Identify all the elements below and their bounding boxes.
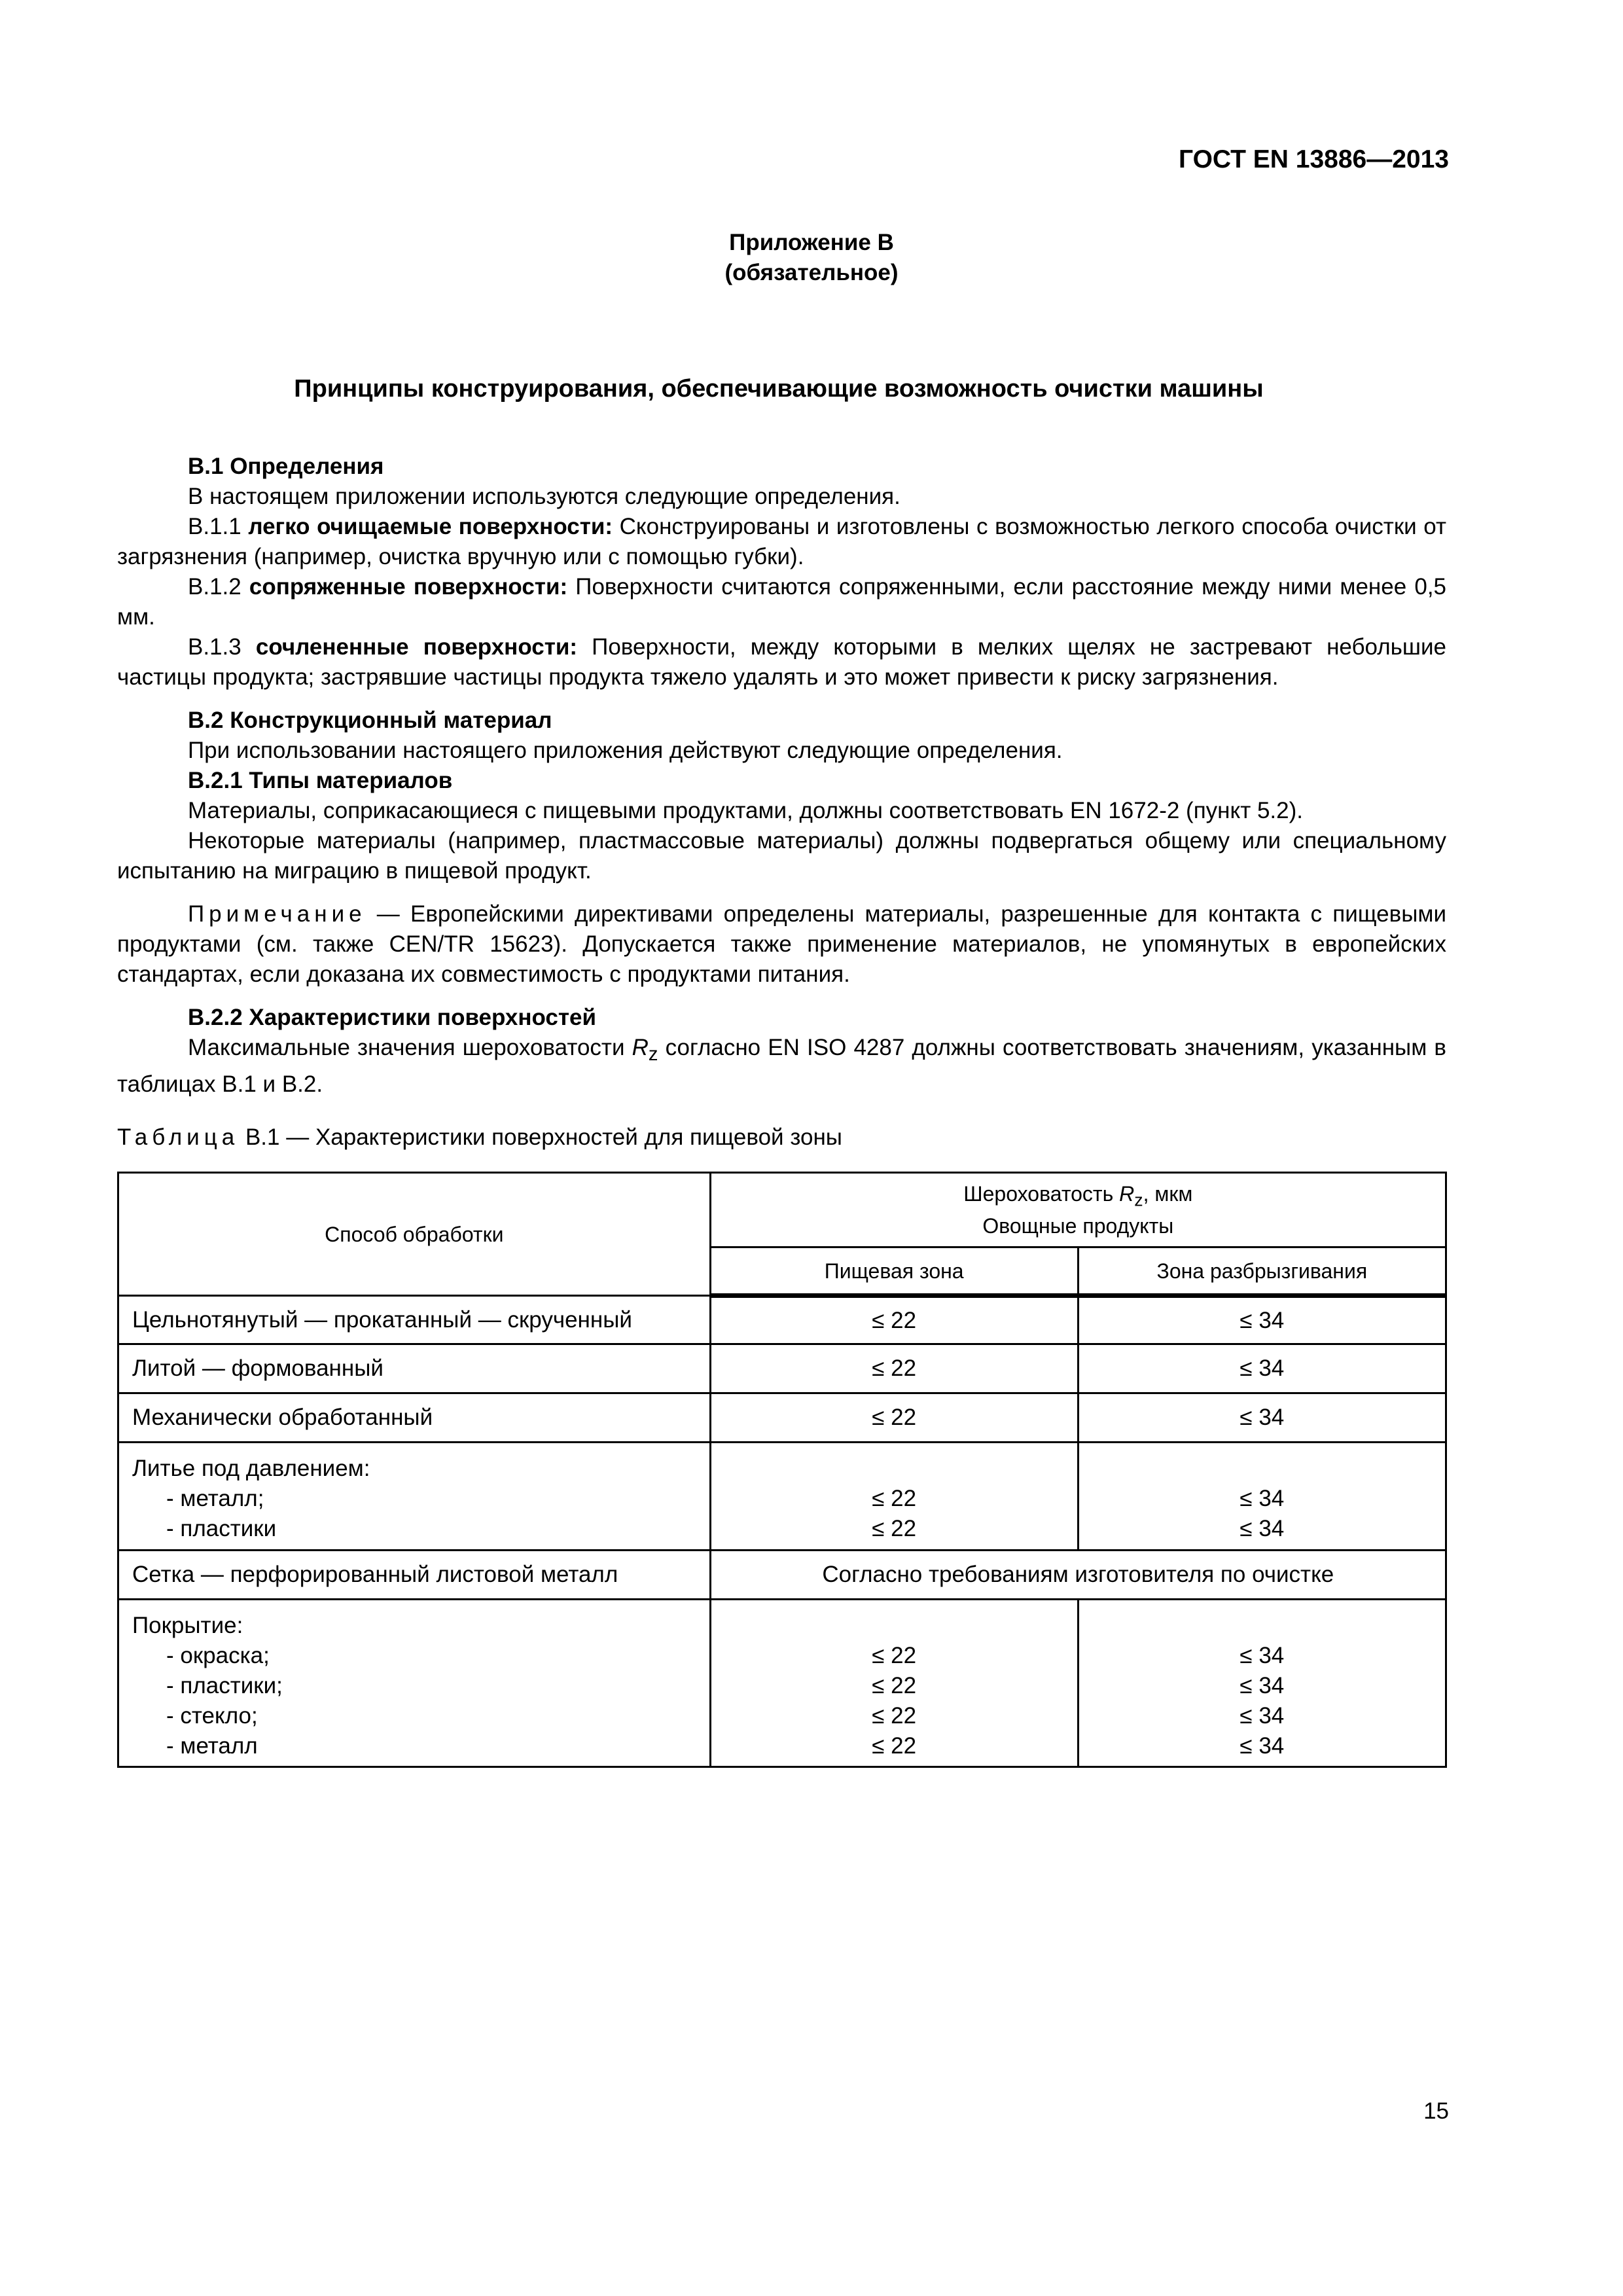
- main-title: Принципы конструирования, обеспечивающие возможность очистки машины: [294, 375, 1264, 403]
- header-roughness-group: Шероховатость $R_z$, мкм Овощные продукты: [710, 1173, 1446, 1247]
- surface-characteristics-table: [117, 1172, 1447, 1768]
- rz-symbol: R: [632, 1035, 649, 1060]
- header-food-zone: Пищевая зона: [710, 1247, 1078, 1296]
- table-row: Механически обработанный ≤ 22 ≤ 34: [118, 1393, 1446, 1443]
- section-b22-heading: В.2.2 Характеристики поверхностей: [188, 1005, 597, 1030]
- section-b2-heading: В.2 Конструкционный материал: [188, 708, 552, 733]
- definition-b11: В.1.1 легко очищаемые поверхности: Сконструированы и изготовлены с возможностью легкого способа очистки от загрязнения (например, очистка вручную или с помощью губки).: [117, 514, 1446, 569]
- note-text: — Европейскими директивами определены материалы, разрешенные для контакта с пищевыми продуктами (см. также CEN/TR 15623). Допускается также применение материалов, не упомянутых в европейских стандартах, если доказана их совместимость с продуктами питания.: [117, 901, 1446, 987]
- table-caption-label: Таблица: [117, 1124, 240, 1150]
- page-number: 15: [1423, 2098, 1449, 2124]
- section-b1-intro: В настоящем приложении используются следующие определения.: [188, 484, 901, 509]
- annex-heading: [0, 228, 1623, 288]
- note-label: Примечание: [188, 901, 366, 927]
- term: сочлененные поверхности:: [255, 634, 578, 660]
- annex-title: Приложение В: [729, 230, 894, 255]
- term: сопряженные поверхности:: [249, 574, 568, 600]
- section-b22-paragraph: Максимальные значения шероховатости $R_z$ согласно EN ISO 4287 должны соответствовать значениям, указанным в таблицах В.1 и В.2.: [117, 1035, 1446, 1097]
- section-b1-heading: В.1 Определения: [188, 454, 384, 479]
- section-b21-paragraph-1: Материалы, соприкасающиеся с пищевыми продуктами, должны соответствовать EN 1672-2 (пункт 5.2).: [188, 798, 1303, 823]
- table-row-die-casting: Литье под давлением: - металл; - пластики ≤ 22 ≤ 22 ≤ 34 ≤ 34: [118, 1443, 1446, 1551]
- table-row: Литой — формованный ≤ 22 ≤ 34: [118, 1344, 1446, 1393]
- table-row: Цельнотянутый — прокатанный — скрученный ≤ 22 ≤ 34: [118, 1296, 1446, 1344]
- section-b21-paragraph-2: Некоторые материалы (например, пластмассовые материалы) должны подвергаться общему или специальному испытанию на миграцию в пищевой продукт.: [117, 828, 1446, 884]
- section-b2-intro: При использовании настоящего приложения действуют следующие определения.: [188, 738, 1063, 763]
- section-b21-heading: В.2.1 Типы материалов: [188, 768, 453, 793]
- table-caption: Таблица В.1 — Характеристики поверхностей для пищевой зоны: [117, 1124, 842, 1150]
- document-code: ГОСТ EN 13886—2013: [1178, 145, 1449, 173]
- header-method: Способ обработки: [118, 1173, 711, 1296]
- definition-b12: В.1.2 сопряженные поверхности: Поверхности считаются сопряженными, если расстояние между ними менее 0,5 мм.: [117, 574, 1447, 630]
- table-header-row: [118, 1173, 1446, 1247]
- note: [117, 899, 1446, 990]
- annex-status: (обязательное): [724, 260, 899, 285]
- table-row-coating: Покрытие: - окраска; - пластики; - стекло; - металл ≤ 22 ≤ 22 ≤ 22 ≤ 22 ≤ 34 ≤ 34 ≤ 34 ≤ 34: [118, 1600, 1446, 1767]
- term: легко очищаемые поверхности:: [248, 514, 613, 539]
- header-splash-zone: Зона разбрызгивания: [1078, 1247, 1446, 1296]
- definition-b13: В.1.3 сочлененные поверхности: Поверхности, между которыми в мелких щелях не застревают небольшие частицы продукта; застрявшие частицы продукта тяжело удалять и это может привести к риску загрязнения.: [117, 634, 1447, 690]
- table-row-mesh: Сетка — перфорированный листовой металл Согласно требованиям изготовителя по очистке: [118, 1551, 1446, 1600]
- body-text: [117, 452, 1446, 1100]
